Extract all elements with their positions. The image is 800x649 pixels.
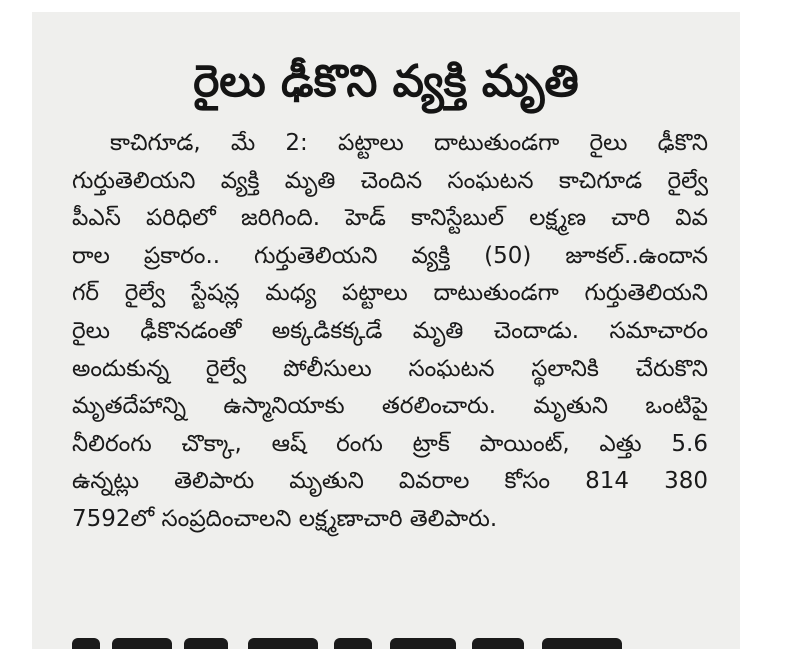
article-line: గర్ రైల్వే స్టేషన్ల మధ్య పట్టాలు దాటుతుండగా గుర్తుతెలియని: [72, 280, 708, 307]
article-body: [72, 125, 708, 539]
article-headline: రైలు ఢీకొని వ్యక్తి మృతి: [193, 56, 579, 107]
article-line: 7592లో సంప్రదించాలని లక్ష్మణాచారి తెలిపారు.: [72, 505, 498, 532]
article-line: రాల ప్రకారం.. గుర్తుతెలియని వ్యక్తి (50) జూకల్..ఉందాన: [72, 242, 708, 269]
article-line: పీఎస్ పరిధిలో జరిగింది. హెడ్ కానిస్టేబుల్ లక్ష్మణ చారి వివ: [72, 205, 708, 232]
article-line: గుర్తుతెలియని వ్యక్తి మృతి చెందిన సంఘటన కాచిగూడ రైల్వే: [72, 167, 708, 194]
next-article-headline-cropped: [72, 634, 672, 649]
article-line: అందుకున్న రైల్వే పోలీసులు సంఘటన స్థలానికి చేరుకొని: [72, 355, 708, 382]
article-line: ఉన్నట్లు తెలిపారు మృతుని వివరాల కోసం 814 380: [72, 468, 708, 495]
newspaper-clipping: [32, 12, 740, 649]
article-line: రైలు ఢీకొనడంతో అక్కడికక్కడే మృతి చెందాడు. సమాచారం: [72, 317, 708, 344]
article-line: నీలిరంగు చొక్కా, ఆష్ రంగు ట్రాక్ పాయింట్, ఎత్తు 5.6: [72, 430, 708, 457]
article-line: మృతదేహాన్ని ఉస్మానియాకు తరలించారు. మృతుని ఒంటిపై: [72, 393, 708, 420]
article-line: కాచిగూడ, మే 2: పట్టాలు దాటుతుండగా రైలు ఢీకొని: [110, 130, 708, 156]
